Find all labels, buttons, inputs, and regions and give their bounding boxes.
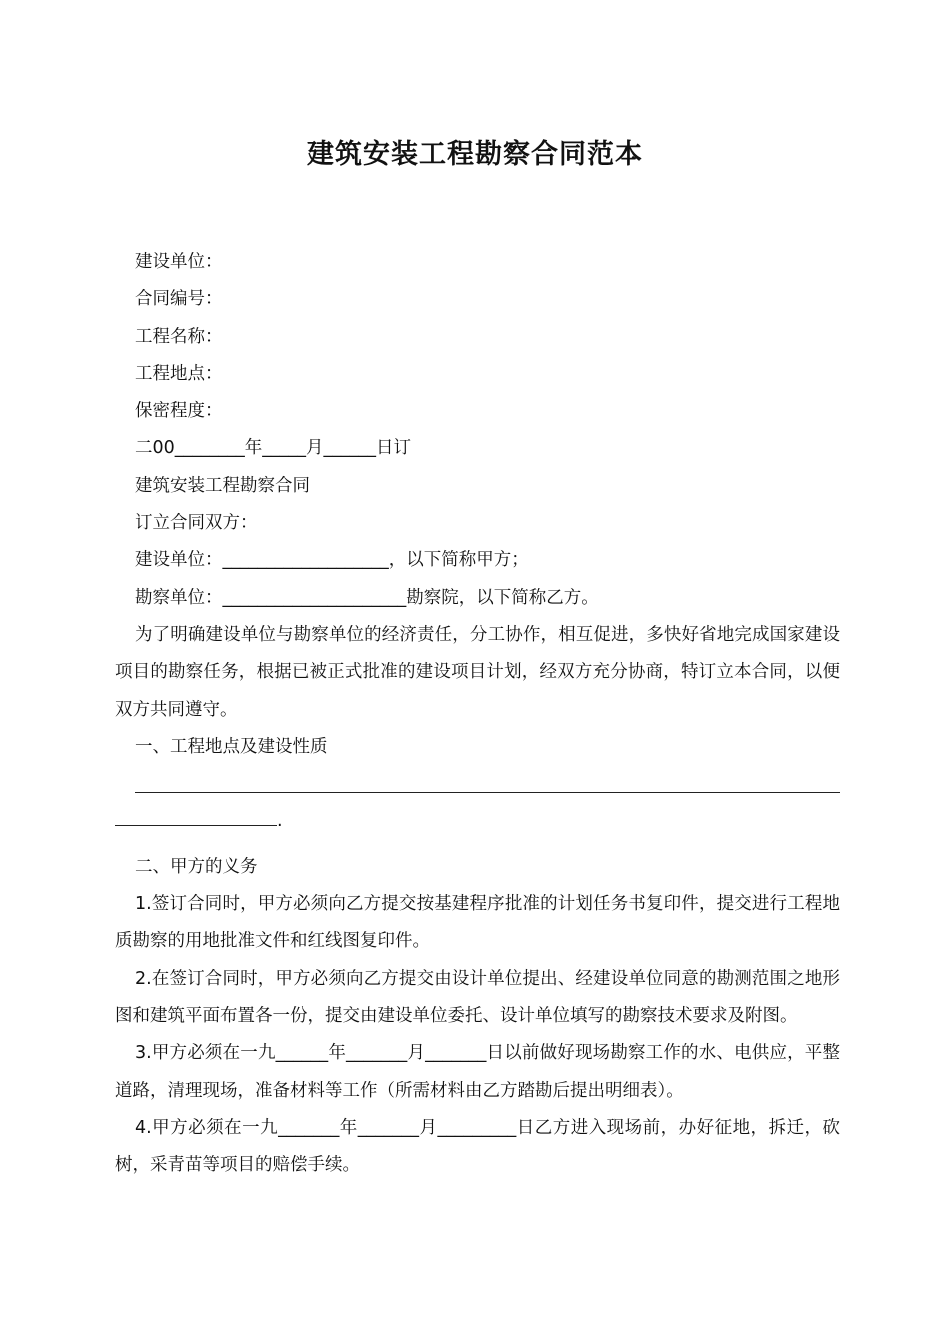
- field-contract-number: 合同编号：: [135, 289, 223, 310]
- blank-rule-short: [115, 803, 277, 826]
- section1-blank-end: [115, 803, 840, 840]
- section2-item-3: 3.甲方必须在一九______年_______月_______日以前做好现场勘察工作的水、电供应，平整道路，清理现场，准备材料等工作（所需材料由乙方踏勘后提出明细表）。: [115, 1043, 840, 1101]
- blank-rule: [135, 792, 840, 793]
- section2-item-1: 1.签订合同时，甲方必须向乙方提交按基建程序批准的计划任务书复印件，提交进行工程地质勘察的用地批准文件和红线图复印件。: [115, 894, 840, 952]
- date-line: 二00________年_____月______日订: [135, 438, 412, 459]
- section2-item-4: 4.甲方必须在一九_______年_______月_________日乙方进入现场前，办好征地，拆迁，砍树，采青苗等项目的赔偿手续。: [115, 1117, 840, 1176]
- spacer: [115, 841, 840, 849]
- party-a: 建设单位：___________________，以下简称甲方；: [135, 550, 529, 571]
- party-b: 勘察单位：_____________________勘察院，以下简称乙方。: [135, 587, 599, 608]
- parties-label: 订立合同双方：: [135, 513, 258, 534]
- document-title: 建筑安装工程勘察合同范本: [307, 139, 643, 170]
- field-project-location: 工程地点：: [135, 363, 223, 384]
- contract-name: 建筑安装工程勘察合同: [135, 475, 310, 496]
- field-project-name: 工程名称：: [135, 326, 223, 347]
- field-construction-unit: 建设单位：: [135, 252, 223, 272]
- section1-blank-line: [115, 766, 840, 803]
- document-body: [115, 244, 840, 1184]
- end-mark: .: [277, 811, 283, 832]
- field-confidentiality: 保密程度：: [135, 401, 223, 422]
- intro-paragraph: 为了明确建设单位与勘察单位的经济责任，分工协作，相互促进，多快好省地完成国家建设项目的勘察任务，根据已被正式批准的建设项目计划，经双方充分协商，特订立本合同，以便双方共同遵守。: [115, 624, 840, 720]
- section2-heading: 二、甲方的义务: [135, 856, 258, 877]
- section2-item-2: 2.在签订合同时，甲方必须向乙方提交由设计单位提出、经建设单位同意的勘测范围之地形图和建筑平面布置各一份，提交由建设单位委托、设计单位填写的勘察技术要求及附图。: [115, 968, 840, 1026]
- section1-heading: 一、工程地点及建设性质: [135, 736, 328, 757]
